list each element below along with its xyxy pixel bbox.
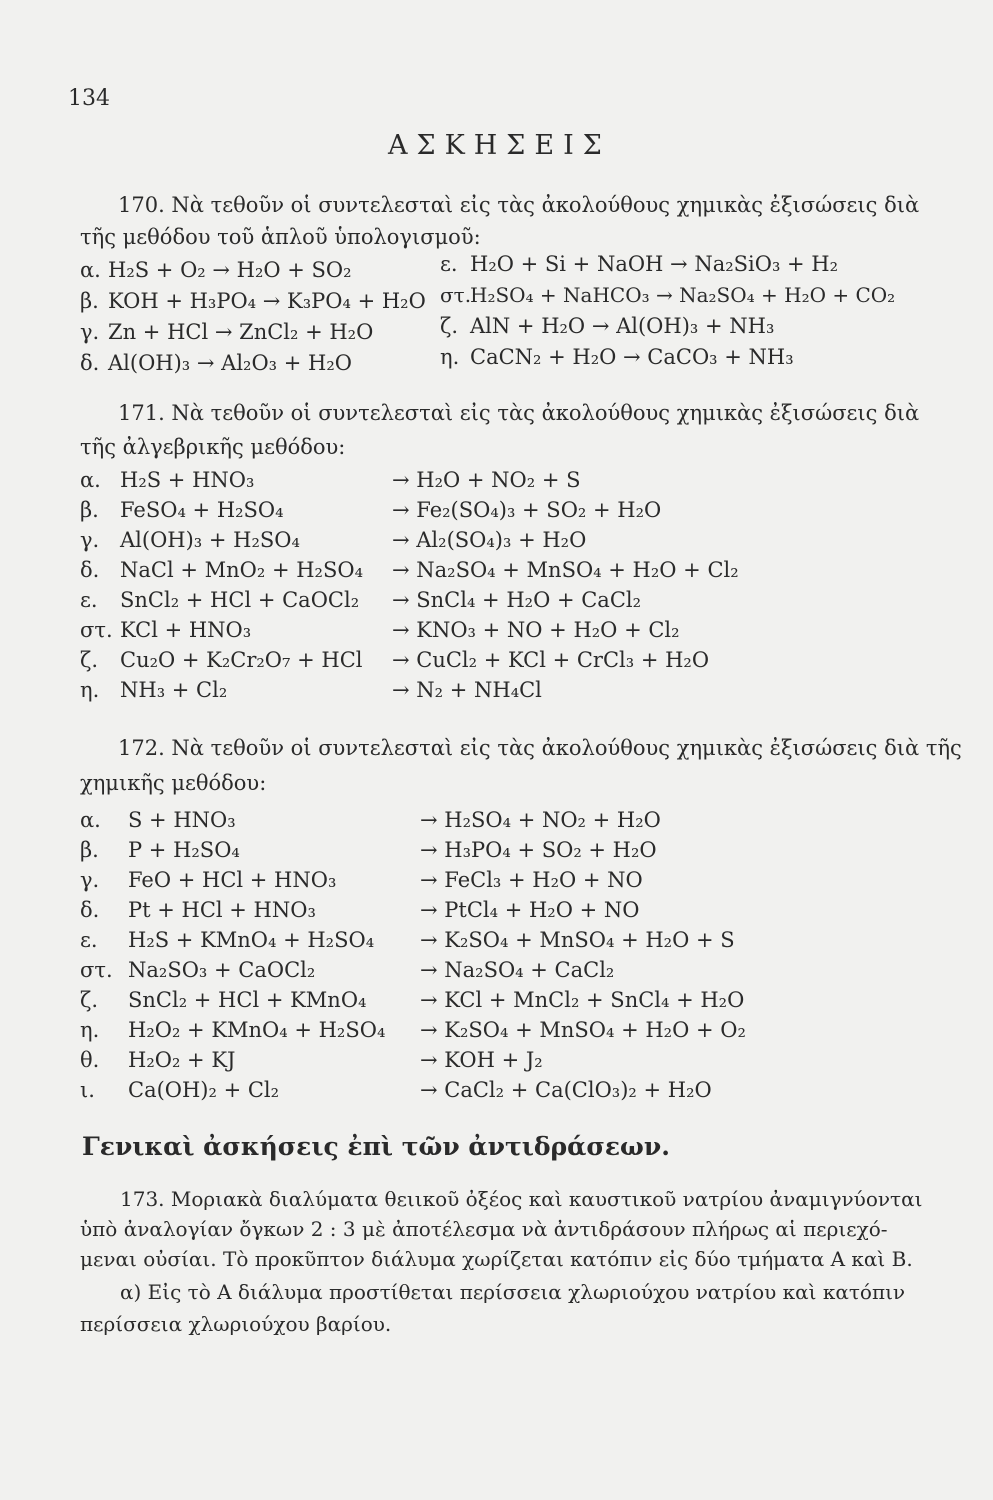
- equation: Zn + HCl → ZnCl₂ + H₂O: [108, 320, 374, 344]
- exercise-171-row: [80, 468, 581, 492]
- item-label: α.: [80, 808, 101, 832]
- exercise-171-row: [80, 528, 586, 552]
- equation-lhs: H₂O₂ + KJ: [128, 1048, 236, 1072]
- item-label: θ.: [80, 1048, 100, 1072]
- exercise-171-row: [80, 498, 661, 522]
- equation-rhs: → N₂ + NH₄Cl: [392, 678, 542, 702]
- equation-lhs: SnCl₂ + HCl + KMnO₄: [128, 988, 367, 1012]
- exercise-172-row: [80, 898, 639, 922]
- item-label: ζ.: [80, 648, 99, 672]
- item-label: ε.: [80, 928, 98, 952]
- equation: AlN + H₂O → Al(OH)₃ + NH₃: [470, 314, 775, 338]
- item-label: ι.: [80, 1078, 95, 1102]
- exercise-170-item: [80, 320, 373, 344]
- exercise-172-row: [80, 1018, 746, 1042]
- equation-rhs: → KNO₃ + NO + H₂O + Cl₂: [392, 618, 680, 642]
- exercise-172-row: [80, 928, 735, 952]
- exercise-171-row: [80, 558, 739, 582]
- item-label: β.: [80, 289, 99, 313]
- exercise-172-row: [80, 1078, 712, 1102]
- exercise-172-row: [80, 808, 661, 832]
- exercise-172-row: [80, 958, 614, 982]
- equation: H₂S + O₂ → H₂O + SO₂: [108, 258, 352, 282]
- equation-rhs: → FeCl₃ + H₂O + NO: [420, 868, 643, 892]
- exercise-172-intro-line2: χημικῆς μεθόδου:: [80, 771, 267, 795]
- exercise-173-line: ὑπὸ ἀναλογίαν ὄγκων 2 : 3 μὲ ἀποτέλεσμα νὰ ἀντιδράσουν πλήρως αἱ περιεχό-: [80, 1217, 888, 1241]
- equation-lhs: P + H₂SO₄: [128, 838, 240, 862]
- equation-rhs: → Al₂(SO₄)₃ + H₂O: [392, 528, 587, 552]
- equation: CaCN₂ + H₂O → CaCO₃ + NH₃: [470, 345, 794, 369]
- equation: H₂SO₄ + NaHCO₃ → Na₂SO₄ + H₂O + CO₂: [470, 283, 896, 307]
- exercise-172-row: [80, 868, 643, 892]
- equation-lhs: NH₃ + Cl₂: [120, 678, 228, 702]
- exercise-170-item: [440, 345, 794, 369]
- exercise-171-row: [80, 588, 641, 612]
- item-label: η.: [80, 1018, 100, 1042]
- equation-lhs: FeO + HCl + HNO₃: [128, 868, 337, 892]
- item-label: η.: [440, 345, 460, 369]
- exercise-170-item: [440, 252, 838, 276]
- item-label: α.: [80, 468, 101, 492]
- equation-lhs: KCl + HNO₃: [120, 618, 252, 642]
- equation-lhs: H₂O₂ + KMnO₄ + H₂SO₄: [128, 1018, 386, 1042]
- exercise-173-line: περίσσεια χλωριούχου βαρίου.: [80, 1312, 392, 1336]
- exercise-172-intro-line1: 172. Νὰ τεθοῦν οἱ συντελεσταὶ εἰς τὰς ἀκολούθους χημικὰς ἐξισώσεις διὰ τῆς: [118, 736, 962, 760]
- exercise-172-row: [80, 838, 657, 862]
- item-label: στ.: [80, 958, 113, 982]
- item-label: ε.: [80, 588, 98, 612]
- exercise-171-row: [80, 618, 680, 642]
- equation: Al(OH)₃ → Al₂O₃ + H₂O: [108, 351, 352, 375]
- item-label: στ.: [440, 283, 472, 307]
- exercise-170-item: [80, 258, 352, 282]
- item-label: α.: [80, 258, 101, 282]
- item-label: δ.: [80, 351, 100, 375]
- exercise-170-intro-line2: τῆς μεθόδου τοῦ ἁπλοῦ ὑπολογισμοῦ:: [80, 225, 481, 249]
- equation-lhs: FeSO₄ + H₂SO₄: [120, 498, 284, 522]
- equation-rhs: → H₂O + NO₂ + S: [392, 468, 581, 492]
- equation-lhs: H₂S + HNO₃: [120, 468, 255, 492]
- equation-lhs: Al(OH)₃ + H₂SO₄: [120, 528, 300, 552]
- equation-rhs: → Fe₂(SO₄)₃ + SO₂ + H₂O: [392, 498, 662, 522]
- section-heading: Γενικαὶ ἀσκήσεις ἐπὶ τῶν ἀντιδράσεων.: [82, 1132, 670, 1161]
- item-label: δ.: [80, 558, 100, 582]
- equation: H₂O + Si + NaOH → Na₂SiO₃ + H₂: [470, 252, 839, 276]
- equation-rhs: → PtCl₄ + H₂O + NO: [420, 898, 640, 922]
- exercise-170-item: [80, 351, 352, 375]
- equation-rhs: → K₂SO₄ + MnSO₄ + H₂O + S: [420, 928, 735, 952]
- equation-lhs: Pt + HCl + HNO₃: [128, 898, 316, 922]
- equation: KOH + H₃PO₄ → K₃PO₄ + H₂O: [108, 289, 426, 313]
- equation-rhs: → H₃PO₄ + SO₂ + H₂O: [420, 838, 657, 862]
- page-title: ΑΣΚΗΣΕΙΣ: [388, 130, 611, 161]
- equation-rhs: → CaCl₂ + Ca(ClO₃)₂ + H₂O: [420, 1078, 712, 1102]
- item-label: γ.: [80, 320, 100, 344]
- item-label: γ.: [80, 528, 100, 552]
- item-label: στ.: [80, 618, 113, 642]
- item-label: ζ.: [440, 314, 459, 338]
- equation-lhs: H₂S + KMnO₄ + H₂SO₄: [128, 928, 375, 952]
- exercise-173-line: α) Εἰς τὸ Α διάλυμα προστίθεται περίσσεια χλωριούχου νατρίου καὶ κατόπιν: [120, 1280, 906, 1304]
- item-label: η.: [80, 678, 100, 702]
- item-label: γ.: [80, 868, 100, 892]
- equation-rhs: → SnCl₄ + H₂O + CaCl₂: [392, 588, 642, 612]
- exercise-171-row: [80, 648, 709, 672]
- exercise-171-row: [80, 678, 542, 702]
- exercise-173-line: 173. Μοριακὰ διαλύματα θειικοῦ ὀξέος καὶ καυστικοῦ νατρίου ἀναμιγνύονται: [120, 1187, 923, 1211]
- exercise-170-item: [80, 289, 426, 313]
- equation-lhs: NaCl + MnO₂ + H₂SO₄: [120, 558, 363, 582]
- exercise-171-intro-line1: 171. Νὰ τεθοῦν οἱ συντελεσταὶ εἰς τὰς ἀκολούθους χημικὰς ἐξισώσεις διὰ: [118, 401, 920, 425]
- item-label: β.: [80, 838, 99, 862]
- equation-lhs: Cu₂O + K₂Cr₂O₇ + HCl: [120, 648, 363, 672]
- page-number: 134: [68, 86, 110, 111]
- exercise-170-item: [440, 283, 895, 307]
- exercise-173-line: μεναι οὐσίαι. Τὸ προκῦπτον διάλυμα χωρίζεται κατόπιν εἰς δύο τμήματα Α καὶ Β.: [80, 1247, 913, 1271]
- exercise-170-item: [440, 314, 774, 338]
- equation-lhs: Ca(OH)₂ + Cl₂: [128, 1078, 280, 1102]
- exercise-171-intro-line2: τῆς ἀλγεβρικῆς μεθόδου:: [80, 435, 346, 459]
- item-label: ζ.: [80, 988, 99, 1012]
- exercise-172-row: [80, 1048, 543, 1072]
- exercise-170-intro-line1: 170. Νὰ τεθοῦν οἱ συντελεσταὶ εἰς τὰς ἀκολούθους χημικὰς ἐξισώσεις διὰ: [118, 193, 920, 217]
- equation-rhs: → Na₂SO₄ + CaCl₂: [420, 958, 615, 982]
- item-label: ε.: [440, 252, 458, 276]
- item-label: δ.: [80, 898, 100, 922]
- equation-rhs: → Na₂SO₄ + MnSO₄ + H₂O + Cl₂: [392, 558, 739, 582]
- equation-lhs: S + HNO₃: [128, 808, 236, 832]
- equation-rhs: → CuCl₂ + KCl + CrCl₃ + H₂O: [392, 648, 710, 672]
- item-label: β.: [80, 498, 99, 522]
- equation-rhs: → K₂SO₄ + MnSO₄ + H₂O + O₂: [420, 1018, 746, 1042]
- equation-rhs: → KCl + MnCl₂ + SnCl₄ + H₂O: [420, 988, 745, 1012]
- equation-lhs: SnCl₂ + HCl + CaOCl₂: [120, 588, 360, 612]
- equation-rhs: → KOH + J₂: [420, 1048, 543, 1072]
- equation-lhs: Na₂SO₃ + CaOCl₂: [128, 958, 316, 982]
- exercise-172-row: [80, 988, 744, 1012]
- equation-rhs: → H₂SO₄ + NO₂ + H₂O: [420, 808, 661, 832]
